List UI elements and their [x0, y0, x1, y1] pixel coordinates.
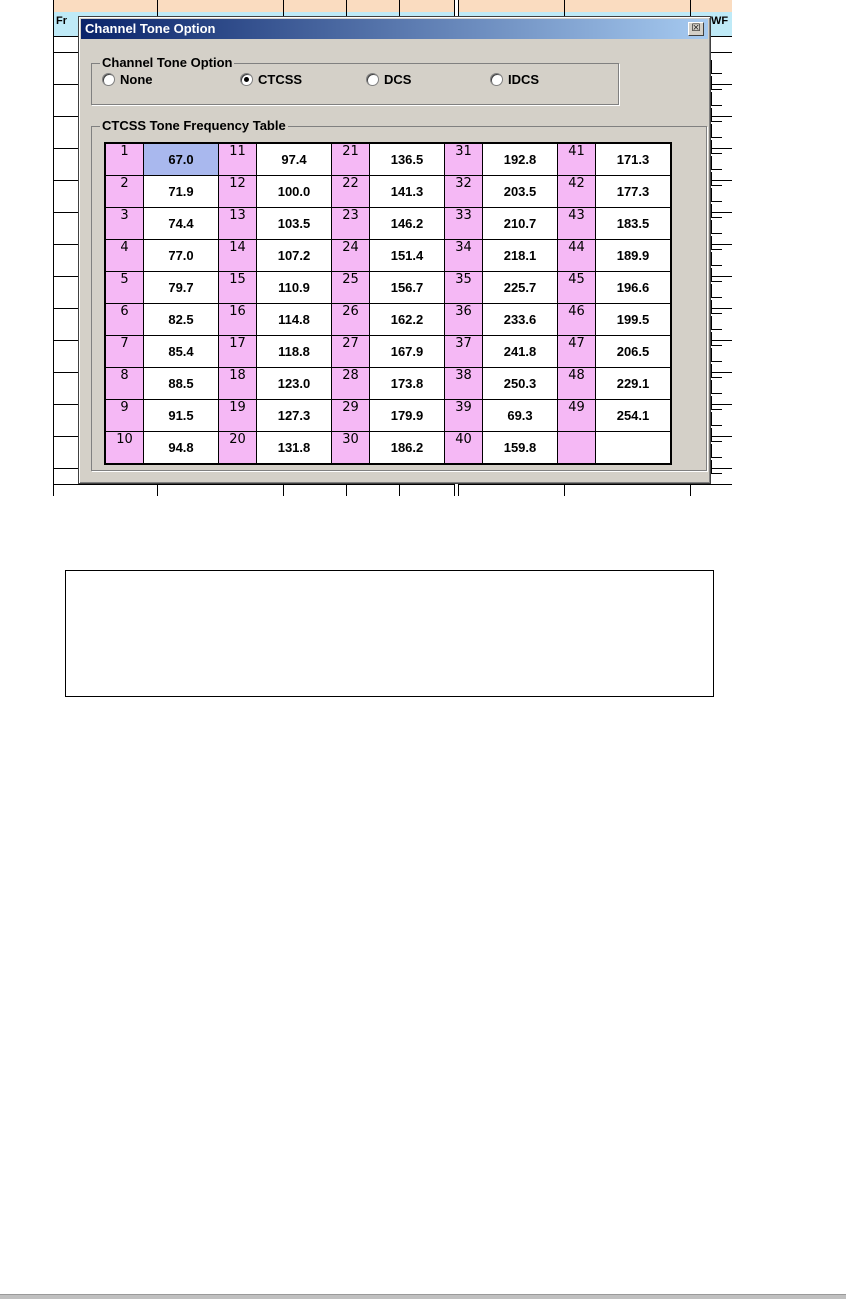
table-row [105, 176, 671, 208]
tone-frequency-cell[interactable]: 67.0 [144, 143, 219, 176]
tone-frequency-cell[interactable]: 114.8 [257, 304, 332, 336]
tone-frequency-cell[interactable]: 186.2 [370, 432, 445, 465]
note-box [65, 570, 714, 697]
tone-index-cell: 20 [219, 432, 257, 465]
tone-index-cell: 10 [105, 432, 144, 465]
tone-index-cell [558, 432, 596, 465]
tone-frequency-cell[interactable]: 162.2 [370, 304, 445, 336]
tone-frequency-cell[interactable]: 103.5 [257, 208, 332, 240]
tone-index-cell: 42 [558, 176, 596, 208]
tone-frequency-cell[interactable]: 69.3 [483, 400, 558, 432]
tone-index-cell: 14 [219, 240, 257, 272]
table-row [105, 272, 671, 304]
tone-frequency-cell[interactable]: 210.7 [483, 208, 558, 240]
tone-index-cell: 13 [219, 208, 257, 240]
tone-index-cell: 29 [332, 400, 370, 432]
tone-index-cell: 45 [558, 272, 596, 304]
radio-button-icon[interactable] [102, 73, 115, 86]
tone-index-cell: 44 [558, 240, 596, 272]
tone-index-cell: 39 [445, 400, 483, 432]
tone-index-cell: 19 [219, 400, 257, 432]
tone-frequency-cell[interactable]: 74.4 [144, 208, 219, 240]
tone-index-cell: 31 [445, 143, 483, 176]
tone-index-cell: 25 [332, 272, 370, 304]
tone-index-cell: 40 [445, 432, 483, 465]
tone-frequency-cell[interactable]: 225.7 [483, 272, 558, 304]
close-icon: ☒ [691, 23, 701, 34]
tone-index-cell: 6 [105, 304, 144, 336]
tone-index-cell: 3 [105, 208, 144, 240]
radio-ctcss[interactable] [240, 72, 302, 87]
tone-frequency-cell[interactable]: 71.9 [144, 176, 219, 208]
radio-label: None [120, 72, 153, 87]
sheet-header-right-label: WF [711, 15, 729, 27]
tone-index-cell: 35 [445, 272, 483, 304]
close-button[interactable] [688, 22, 704, 36]
tone-index-cell: 16 [219, 304, 257, 336]
tone-frequency-cell[interactable]: 107.2 [257, 240, 332, 272]
tone-frequency-cell[interactable] [596, 432, 672, 465]
ctcss-table-group [91, 118, 707, 471]
tone-frequency-cell[interactable]: 131.8 [257, 432, 332, 465]
tone-index-cell: 24 [332, 240, 370, 272]
tone-index-cell: 4 [105, 240, 144, 272]
tone-frequency-cell[interactable]: 94.8 [144, 432, 219, 465]
tone-frequency-cell[interactable]: 183.5 [596, 208, 672, 240]
tone-index-cell: 36 [445, 304, 483, 336]
tone-index-cell: 37 [445, 336, 483, 368]
tone-index-cell: 12 [219, 176, 257, 208]
tone-frequency-cell[interactable]: 91.5 [144, 400, 219, 432]
radio-none[interactable] [102, 72, 153, 87]
dialog-title: Channel Tone Option [85, 21, 216, 36]
tone-index-cell: 48 [558, 368, 596, 400]
tone-index-cell: 26 [332, 304, 370, 336]
channel-tone-option-legend: Channel Tone Option [102, 55, 233, 70]
channel-tone-option-group [91, 55, 619, 105]
tone-frequency-cell[interactable]: 233.6 [483, 304, 558, 336]
tone-index-cell: 33 [445, 208, 483, 240]
tone-index-cell: 38 [445, 368, 483, 400]
tone-index-cell: 1 [105, 143, 144, 176]
tone-index-cell: 9 [105, 400, 144, 432]
tone-index-cell: 11 [219, 143, 257, 176]
tone-frequency-cell[interactable]: 167.9 [370, 336, 445, 368]
radio-idcs[interactable] [490, 72, 539, 87]
page-footer-rule [0, 1294, 846, 1299]
tone-frequency-cell[interactable]: 196.6 [596, 272, 672, 304]
channel-tone-option-dialog [78, 16, 711, 484]
tone-index-cell: 32 [445, 176, 483, 208]
tone-frequency-cell[interactable]: 229.1 [596, 368, 672, 400]
radio-button-icon[interactable] [240, 73, 253, 86]
tone-frequency-cell[interactable]: 241.8 [483, 336, 558, 368]
tone-index-cell: 34 [445, 240, 483, 272]
tone-frequency-cell[interactable]: 85.4 [144, 336, 219, 368]
tone-frequency-cell[interactable]: 250.3 [483, 368, 558, 400]
tone-frequency-cell[interactable]: 203.5 [483, 176, 558, 208]
sheet-header-left-label: Fr [56, 15, 67, 27]
tone-index-cell: 43 [558, 208, 596, 240]
tone-index-cell: 47 [558, 336, 596, 368]
tone-frequency-cell[interactable]: 88.5 [144, 368, 219, 400]
table-row [105, 240, 671, 272]
tone-index-cell: 46 [558, 304, 596, 336]
radio-label: IDCS [508, 72, 540, 87]
tone-frequency-cell[interactable]: 189.9 [596, 240, 672, 272]
tone-index-cell: 8 [105, 368, 144, 400]
table-row [105, 336, 671, 368]
tone-frequency-cell[interactable]: 127.3 [257, 400, 332, 432]
tone-frequency-cell[interactable]: 206.5 [596, 336, 672, 368]
tone-index-cell: 18 [219, 368, 257, 400]
tone-frequency-cell[interactable]: 123.0 [257, 368, 332, 400]
tone-frequency-cell[interactable]: 173.8 [370, 368, 445, 400]
dialog-titlebar[interactable] [81, 19, 708, 39]
tone-index-cell: 2 [105, 176, 144, 208]
tone-index-cell: 30 [332, 432, 370, 465]
tone-frequency-cell[interactable]: 192.8 [483, 143, 558, 176]
tone-index-cell: 5 [105, 272, 144, 304]
tone-frequency-cell[interactable]: 79.7 [144, 272, 219, 304]
tone-frequency-cell[interactable]: 151.4 [370, 240, 445, 272]
table-row [105, 400, 671, 432]
tone-frequency-cell[interactable]: 100.0 [257, 176, 332, 208]
table-row [105, 304, 671, 336]
tone-frequency-cell[interactable]: 179.9 [370, 400, 445, 432]
tone-frequency-cell[interactable]: 199.5 [596, 304, 672, 336]
tone-frequency-cell[interactable]: 156.7 [370, 272, 445, 304]
table-row [105, 143, 671, 176]
radio-dcs[interactable] [366, 72, 411, 87]
tone-frequency-cell[interactable]: 82.5 [144, 304, 219, 336]
tone-index-cell: 15 [219, 272, 257, 304]
ctcss-tone-frequency-table [104, 142, 672, 465]
tone-frequency-cell[interactable]: 141.3 [370, 176, 445, 208]
tone-index-cell: 22 [332, 176, 370, 208]
table-row [105, 432, 671, 465]
tone-index-cell: 28 [332, 368, 370, 400]
tone-index-cell: 21 [332, 143, 370, 176]
radio-button-icon[interactable] [490, 73, 503, 86]
tone-frequency-cell[interactable]: 110.9 [257, 272, 332, 304]
table-row [105, 208, 671, 240]
tone-frequency-cell[interactable]: 254.1 [596, 400, 672, 432]
tone-index-cell: 17 [219, 336, 257, 368]
tone-index-cell: 49 [558, 400, 596, 432]
tone-frequency-cell[interactable]: 218.1 [483, 240, 558, 272]
tone-frequency-cell[interactable]: 97.4 [257, 143, 332, 176]
tone-index-cell: 27 [332, 336, 370, 368]
ctcss-table-legend: CTCSS Tone Frequency Table [102, 118, 286, 133]
tone-frequency-cell[interactable]: 136.5 [370, 143, 445, 176]
tone-frequency-cell[interactable]: 77.0 [144, 240, 219, 272]
tone-index-cell: 7 [105, 336, 144, 368]
tone-frequency-cell[interactable]: 118.8 [257, 336, 332, 368]
radio-label: DCS [384, 72, 412, 87]
radio-button-icon[interactable] [366, 73, 379, 86]
tone-index-cell: 23 [332, 208, 370, 240]
tone-index-cell: 41 [558, 143, 596, 176]
radio-label: CTCSS [258, 72, 303, 87]
tone-frequency-cell[interactable]: 159.8 [483, 432, 558, 465]
table-row [105, 368, 671, 400]
tone-frequency-cell[interactable]: 171.3 [596, 143, 672, 176]
tone-frequency-cell[interactable]: 177.3 [596, 176, 672, 208]
tone-frequency-cell[interactable]: 146.2 [370, 208, 445, 240]
